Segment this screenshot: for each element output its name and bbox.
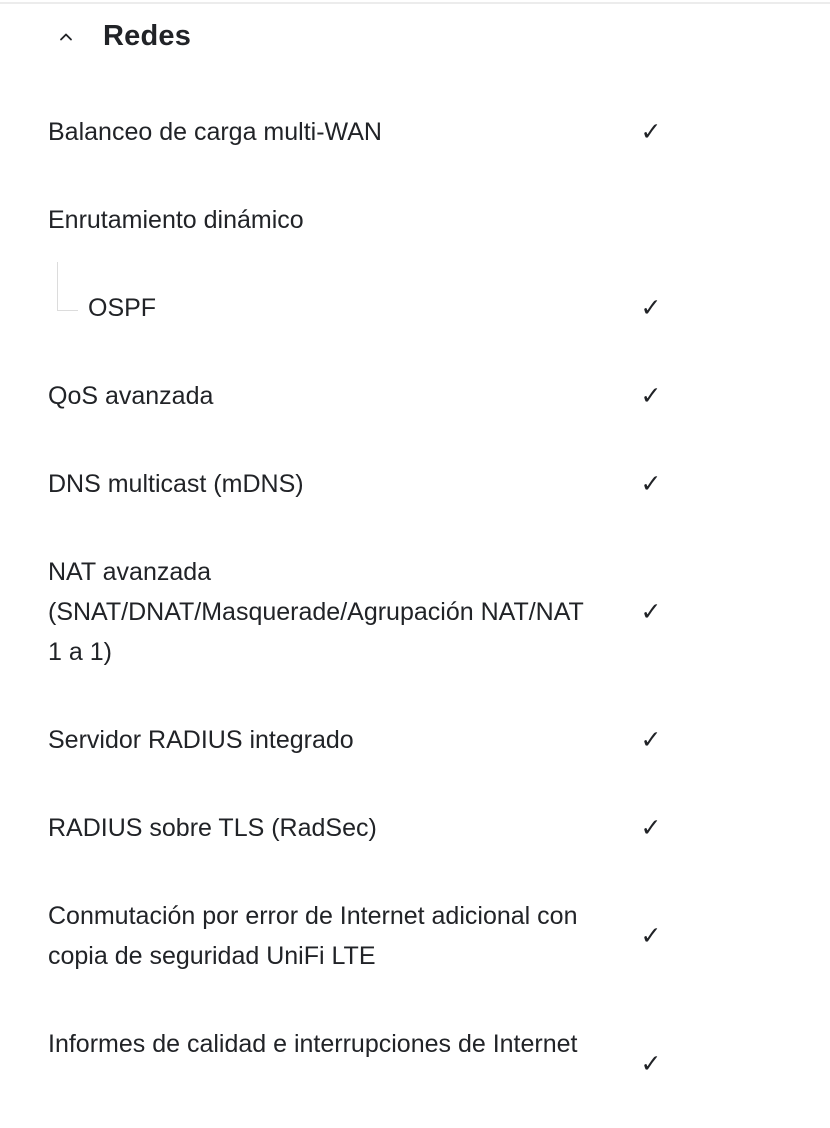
feature-row: [0, 528, 830, 696]
checkmark-icon: ✓: [640, 598, 662, 626]
feature-row: [0, 872, 830, 1000]
checkmark-icon: ✓: [640, 726, 662, 754]
checkmark-icon: ✓: [640, 470, 662, 498]
feature-label: DNS multicast (mDNS): [48, 470, 304, 498]
feature-label: NAT avanzada (SNAT/DNAT/Masquerade/Agrupación NAT/NAT 1 a 1): [48, 558, 584, 666]
feature-label: QoS avanzada: [48, 382, 214, 410]
section-header-redes[interactable]: [48, 12, 191, 60]
checkmark-icon: ✓: [640, 118, 662, 146]
tree-connector: [57, 262, 78, 311]
feature-label: Informes de calidad e interrupciones de Internet: [48, 1030, 578, 1058]
chevron-up-icon[interactable]: [48, 32, 84, 41]
feature-row: [0, 88, 830, 176]
top-divider: [0, 2, 830, 4]
checkmark-icon: ✓: [640, 294, 662, 322]
section-title: Redes: [103, 19, 192, 52]
feature-row: [0, 176, 830, 264]
feature-label: Balanceo de carga multi-WAN: [48, 118, 382, 146]
checkmark-icon: ✓: [640, 382, 662, 410]
checkmark-icon: ✓: [640, 1050, 662, 1078]
feature-row: [0, 1000, 830, 1128]
feature-row: [0, 440, 830, 528]
checkmark-icon: ✓: [640, 814, 662, 842]
feature-label: Enrutamiento dinámico: [48, 206, 304, 234]
feature-label: OSPF: [88, 294, 157, 322]
feature-list: [0, 88, 830, 1128]
feature-row-sub: [0, 264, 830, 352]
feature-label: RADIUS sobre TLS (RadSec): [48, 814, 377, 842]
feature-row: [0, 784, 830, 872]
feature-label: Conmutación por error de Internet adicional con copia de seguridad UniFi LTE: [48, 902, 578, 970]
feature-row: [0, 696, 830, 784]
feature-row: [0, 352, 830, 440]
feature-label: Servidor RADIUS integrado: [48, 726, 354, 754]
checkmark-icon: ✓: [640, 922, 662, 950]
